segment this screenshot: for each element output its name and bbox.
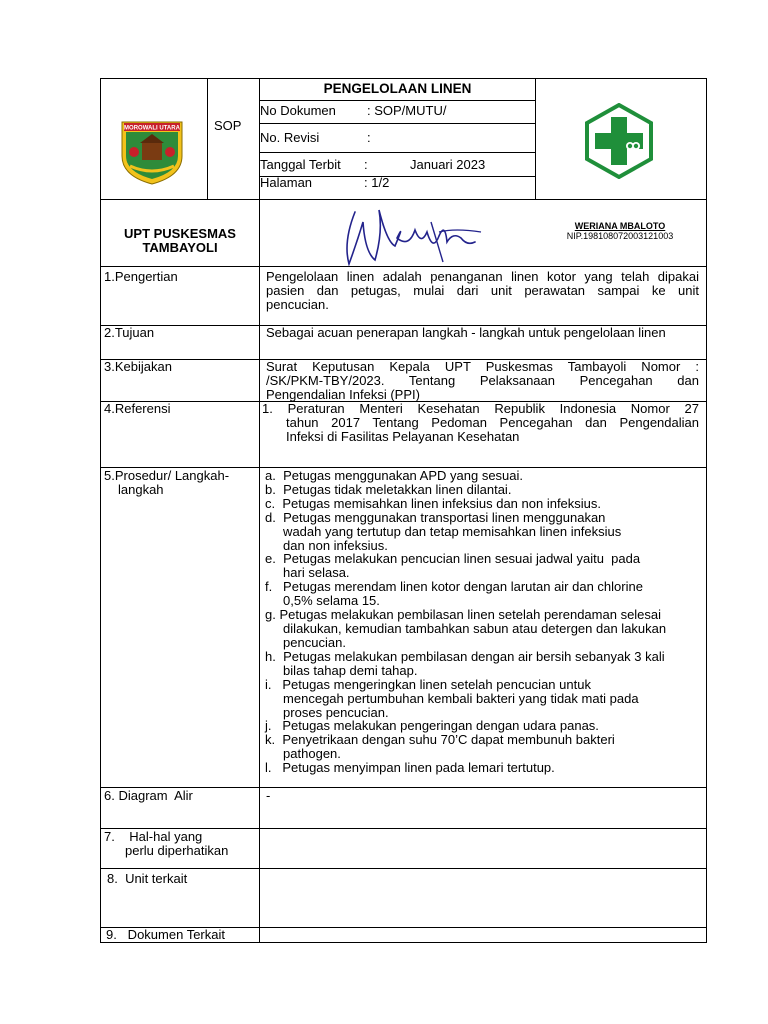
section-label-hal-hal: 7. Hal-hal yang xyxy=(104,829,203,844)
document-title: PENGELOLAAN LINEN xyxy=(323,81,472,96)
signature-image xyxy=(335,202,485,274)
section-label-prosedur: 5.Prosedur/ Langkah- xyxy=(104,468,230,483)
field-value-no-revisi: : xyxy=(367,130,371,145)
procedure-line: a. Petugas menggunakan APD yang sesuai. xyxy=(265,468,524,483)
section-label-prosedur-cont: langkah xyxy=(118,482,164,497)
puskesmas-logo xyxy=(581,103,657,179)
regency-logo xyxy=(118,116,186,186)
procedure-line: d. Petugas menggunakan transportasi linen menggunakan xyxy=(265,510,606,525)
field-extra-tanggal-terbit: Januari 2023 xyxy=(410,157,486,172)
section-label-hal-hal-cont: perlu diperhatikan xyxy=(125,843,229,858)
procedure-line: h. Petugas melakukan pembilasan dengan air bersih sebanyak 3 kali xyxy=(265,649,665,664)
section-text-line: Pengelolaan linen adalah penanganan linen kotor yang telah dipakai xyxy=(266,269,699,284)
section-text-line: - xyxy=(266,788,271,803)
field-value-halaman: : 1/2 xyxy=(364,175,390,190)
section-text-line: pasien dan petugas, mulai dari unit perawatan sampai ke unit xyxy=(266,283,699,298)
procedure-line: b. Petugas tidak meletakkan linen dilantai. xyxy=(265,482,512,497)
section-label-tujuan: 2.Tujuan xyxy=(104,325,155,340)
section-label-kebijakan: 3.Kebijakan xyxy=(104,359,172,374)
signer-name: WERIANA MBALOTO xyxy=(574,221,666,231)
procedure-line: mencegah pertumbuhan kembali bakteri yang tidak mati pada xyxy=(265,691,639,706)
section-text-line: pencucian. xyxy=(266,297,329,312)
section-text-line: tahun 2017 Tentang Pedoman Pencegahan dan Pengendalian xyxy=(286,415,699,430)
procedure-line: g. Petugas melakukan pembilasan linen setelah perendaman selesai xyxy=(265,607,662,622)
section-text-line: 1. Peraturan Menteri Kesehatan Republik Indonesia Nomor 27 xyxy=(262,401,699,416)
section-text-line: /SK/PKM-TBY/2023. Tentang Pelaksanaan Pencegahan dan xyxy=(266,373,699,388)
procedure-line: wadah yang tertutup dan tetap memisahkan linen infeksius xyxy=(265,524,622,539)
procedure-line: dilakukan, kemudian tambahkan sabun atau detergen dan lakukan xyxy=(265,621,667,636)
procedure-line: f. Petugas merendam linen kotor dengan larutan air dan chlorine xyxy=(265,579,643,594)
procedure-line: k. Penyetrikaan dengan suhu 70’C dapat membunuh bakteri xyxy=(265,732,615,747)
field-value-tanggal-terbit: : xyxy=(364,157,368,172)
procedure-line: pencucian. xyxy=(265,635,346,650)
section-label-unit-terkait: 8. Unit terkait xyxy=(107,871,188,886)
procedure-line: e. Petugas melakukan pencucian linen sesuai jadwal yaitu pada xyxy=(265,551,641,566)
org-name-line1: UPT PUSKESMAS xyxy=(124,226,236,241)
procedure-line: pathogen. xyxy=(265,746,341,761)
procedure-line: l. Petugas menyimpan linen pada lemari tertutup. xyxy=(265,760,555,775)
section-text-line: Sebagai acuan penerapan langkah - langkah untuk pengelolaan linen xyxy=(266,325,666,340)
section-text-line: Surat Keputusan Kepala UPT Puskesmas Tambayoli Nomor : xyxy=(266,359,699,374)
org-name-line2: TAMBAYOLI xyxy=(142,240,218,255)
sop-label: SOP xyxy=(214,118,242,133)
procedure-line: i. Petugas mengeringkan linen setelah pencucian untuk xyxy=(265,677,591,692)
section-label-dokumen-terkait: 9. Dokumen Terkait xyxy=(106,927,225,942)
procedure-line: c. Petugas memisahkan linen infeksius dan non infeksius. xyxy=(265,496,602,511)
procedure-line: j. Petugas melakukan pengeringan dengan udara panas. xyxy=(265,718,599,733)
field-label-no-dokumen: No Dokumen xyxy=(260,103,336,118)
field-label-tanggal-terbit: Tanggal Terbit xyxy=(260,157,341,172)
section-text-line: Infeksi di Fasilitas Pelayanan Kesehatan xyxy=(286,429,520,444)
section-text-line: Pengendalian Infeksi (PPI) xyxy=(266,387,420,402)
procedure-line: 0,5% selama 15. xyxy=(265,593,380,608)
field-value-no-dokumen: : SOP/MUTU/ xyxy=(367,103,447,118)
logo-text: MOROWALI UTARA xyxy=(124,125,180,132)
procedure-line: dan non infeksius. xyxy=(265,538,388,553)
field-label-halaman: Halaman xyxy=(260,175,313,190)
procedure-line: hari selasa. xyxy=(265,565,350,580)
procedure-line: proses pencucian. xyxy=(265,705,389,720)
section-label-referensi: 4.Referensi xyxy=(104,401,171,416)
procedure-line: bilas tahap demi tahap. xyxy=(265,663,418,678)
section-label-pengertian: 1.Pengertian xyxy=(104,269,178,284)
signer-nip: NIP.198108072003121003 xyxy=(566,231,674,241)
field-label-no-revisi: No. Revisi xyxy=(260,130,320,145)
section-label-diagram-alir: 6. Diagram Alir xyxy=(104,788,193,803)
